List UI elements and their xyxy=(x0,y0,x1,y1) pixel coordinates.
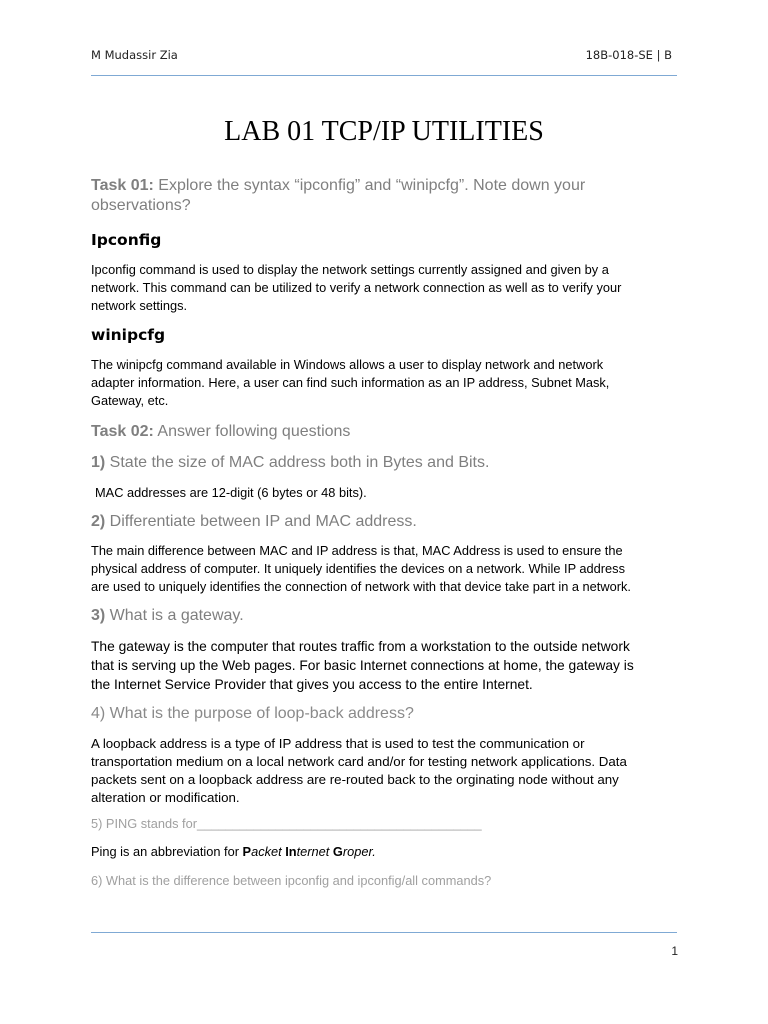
paragraph-line: network settings. xyxy=(91,298,188,313)
paragraph-line: are used to uniquely identifies the connection of network with that device take part in a network. xyxy=(91,579,631,594)
acronym-word-rest: ternet xyxy=(296,844,333,859)
ipconfig-heading: Ipconfig xyxy=(91,231,162,249)
answer-5 xyxy=(91,843,681,861)
question-4: 4) What is the purpose of loop-back address? xyxy=(91,705,414,722)
paragraph-line: The main difference between MAC and IP address is that, MAC Address is used to ensure the xyxy=(91,543,623,558)
task-1 xyxy=(91,176,681,216)
acronym-word-rest: acket xyxy=(251,844,286,859)
ipconfig-paragraph xyxy=(91,261,681,315)
paragraph-line: A loopback address is a type of IP address that is used to test the communication or xyxy=(91,736,585,751)
paragraph-line: packets sent on a loopback address are re-routed back to the orginating node without any xyxy=(91,772,619,787)
paragraph-line: adapter information. Here, a user can find such information as an IP address, Subnet Mask, xyxy=(91,375,610,390)
paragraph-line: network. This command can be utilized to verify a network connection as well as to verify your xyxy=(91,280,622,295)
acronym-letter: In xyxy=(285,844,297,859)
question-text: State the size of MAC address both in Bytes and Bits. xyxy=(105,454,490,471)
task-1-label: Task 01: xyxy=(91,177,154,194)
question-5: 5) PING stands for________________________________________ xyxy=(91,816,482,831)
task-2 xyxy=(91,422,681,442)
acronym-word-rest: roper. xyxy=(342,844,376,859)
paragraph-line: Ipconfig command is used to display the network settings currently assigned and given by a xyxy=(91,262,609,277)
winipcfg-heading: winipcfg xyxy=(91,326,166,344)
page-number: 1 xyxy=(671,944,678,958)
task-2-text: Answer following questions xyxy=(153,423,351,440)
question-text: Differentiate between IP and MAC address. xyxy=(105,513,417,530)
answer-prefix: Ping is an abbreviation for xyxy=(91,844,243,859)
question-1 xyxy=(91,454,489,472)
question-number: 2) xyxy=(91,513,106,530)
header-rule xyxy=(91,75,677,76)
header-author: M Mudassir Zia xyxy=(91,48,178,62)
question-number: 3) xyxy=(91,607,106,624)
question-3 xyxy=(91,607,244,625)
paragraph-line: the Internet Service Provider that gives you access to the entire Internet. xyxy=(91,677,533,692)
question-number: 1) xyxy=(91,454,106,471)
header-course-code: 18B-018-SE | B xyxy=(585,48,672,62)
task-1-text: Explore the syntax “ipconfig” and “winipcfg”. Note down your observations? xyxy=(91,177,586,214)
paragraph-line: transportation medium on a local network card and/or for testing network applications. Data xyxy=(91,754,627,769)
answer-3 xyxy=(91,637,681,694)
answer-1: MAC addresses are 12-digit (6 bytes or 48 bits). xyxy=(95,485,367,500)
task-2-label: Task 02: xyxy=(91,423,154,440)
question-2 xyxy=(91,513,417,531)
acronym-letter: G xyxy=(332,844,343,859)
footer-rule xyxy=(91,932,677,933)
paragraph-line: The winipcfg command available in Windows allows a user to display network and network xyxy=(91,357,604,372)
acronym-letter: P xyxy=(242,844,252,859)
paragraph-line: Gateway, etc. xyxy=(91,393,169,408)
page-title: LAB 01 TCP/IP UTILITIES xyxy=(224,116,544,147)
question-text: What is a gateway. xyxy=(105,607,244,624)
paragraph-line: The gateway is the computer that routes traffic from a workstation to the outside network xyxy=(91,639,630,654)
question-6: 6) What is the difference between ipconfig and ipconfig/all commands? xyxy=(91,873,492,888)
answer-4 xyxy=(91,735,681,807)
answer-2 xyxy=(91,542,681,596)
paragraph-line: physical address of computer. It uniquely identifies the devices on a network. While IP address xyxy=(91,561,625,576)
winipcfg-paragraph xyxy=(91,356,681,410)
paragraph-line: alteration or modification. xyxy=(91,790,240,805)
paragraph-line: that is serving up the Web pages. For basic Internet connections at home, the gateway is xyxy=(91,658,634,673)
